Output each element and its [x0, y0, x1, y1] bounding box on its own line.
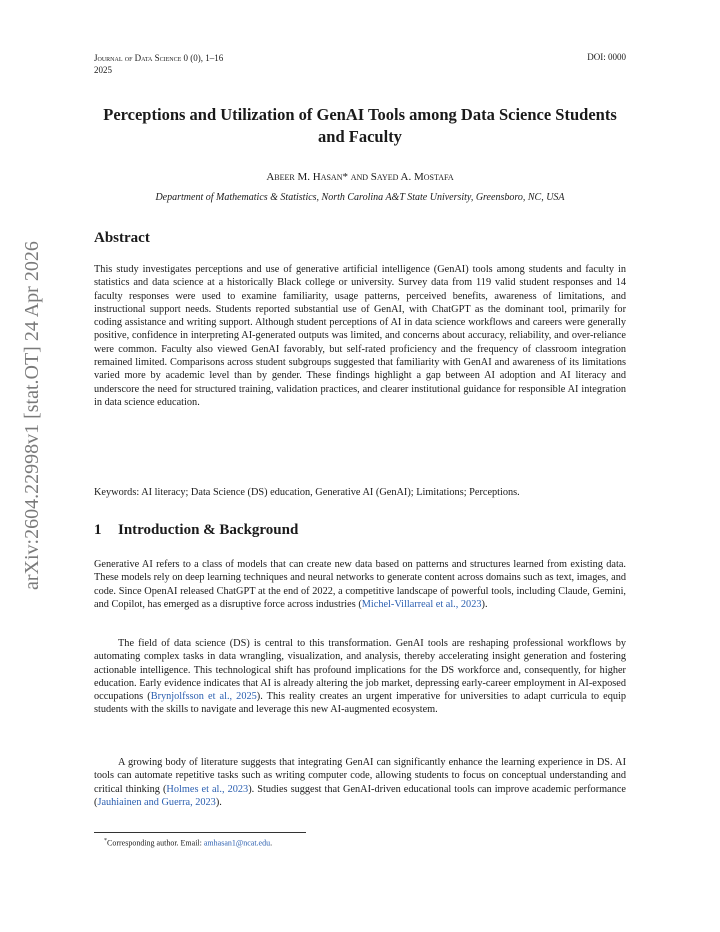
journal-name: Journal of Data Science: [94, 53, 182, 63]
intro-paragraph-2: [94, 637, 626, 717]
running-header-doi: DOI: 0000: [587, 52, 626, 62]
arxiv-stamp: arXiv:2604.22998v1 [stat.OT] 24 Apr 2026: [21, 241, 43, 590]
intro-p1-end: ).: [481, 598, 488, 610]
journal-volume: 0 (0), 1–16: [181, 53, 224, 63]
intro-p2-text: The field of data science (DS) is central to this transformation. GenAI tools are reshaping professional workflows by automating complex tasks in data wrangling, visualization, and analysis, thereby accelerating insight generation and fostering actionable intelligence. This technological shift has profound implications for the DS workforce and, consequently, for higher education. Early evidence indicates that AI is already altering the job market, depressing early-career employment in AI-exposed occupations (: [94, 638, 626, 703]
footnote: [104, 838, 272, 848]
journal-year: 2025: [94, 65, 112, 75]
abstract-body: This study investigates perceptions and use of generative artificial intelligence (GenAI) tools among students and faculty in statistics and data science at a historically Black college or university. Survey data from 119 valid student responses and 14 faculty responses were used to examine familiarity, usage patterns, perceived benefits, awareness of limitations, and instructional support needs. Students reported substantial use of GenAI, with ChatGPT as the dominant tool, primarily for coding assistance and writing support. Although student perceptions of AI in data science workflows and careers were generally positive, confidence in interpreting AI-generated outputs was limited, and concerns about accuracy, reliability, and over-reliance were common. Faculty also viewed GenAI favorably, but self-rated proficiency and the frequency of classroom integration remained limited. Comparisons across student subgroups suggested that familiarity with GenAI and awareness of its limitations varied more by academic level than by gender. These findings highlight a gap between AI adoption and AI literacy and underscore the need for structured training, validation practices, and clearer institutional guidance for responsible AI integration in data science education.: [94, 264, 626, 408]
intro-p3-text: A growing body of literature suggests that integrating GenAI can significantly enhance the learning experience in DS. AI tools can automate repetitive tasks such as writing computer code, allowing students to focus on conceptual understanding and critical thinking (: [94, 757, 626, 795]
abstract-heading: Abstract: [94, 230, 150, 246]
running-header-journal: [94, 52, 223, 76]
citation-link[interactable]: Brynjolfsson et al., 2025: [150, 691, 257, 703]
intro-paragraph-1: [94, 558, 626, 611]
author-list: Abeer M. Hasan* and Sayed A. Mostafa: [266, 171, 454, 183]
section-title: Introduction & Background: [118, 522, 299, 538]
intro-p1-text: Generative AI refers to a class of models that can create new data based on patterns and structures learned from existing data. These models rely on deep learning techniques and neural networks to generate content across domains such as text, images, and code. Since OpenAI released ChatGPT at the end of 2022, a competitive landscape of powerful tools, including Claude, Gemini, and Copilot, has emerged as a disruptive force across industries (: [94, 559, 626, 610]
footnote-rule: [94, 832, 306, 833]
email-link[interactable]: amhasan1@ncat.edu: [203, 838, 271, 848]
affiliation: Department of Mathematics & Statistics, North Carolina A&T State University, Greensboro, NC, USA: [155, 192, 565, 203]
paper-title: Perceptions and Utilization of GenAI Tools among Data Science Students and Faculty: [103, 105, 617, 146]
footnote-end: .: [270, 838, 273, 848]
footnote-text: Corresponding author. Email:: [107, 838, 204, 848]
citation-link[interactable]: Holmes et al., 2023: [166, 783, 249, 795]
intro-paragraph-3: [94, 756, 626, 809]
citation-link[interactable]: Jauhiainen and Guerra, 2023: [97, 796, 216, 808]
intro-p2-end: ). This reality creates an urgent imperative for universities to adapt curricula to equip students with the skills to navigate and leverage this new AI-augmented ecosystem.: [94, 691, 627, 716]
section-number: 1: [94, 522, 102, 538]
intro-p3-mid: ). Studies suggest that GenAI-driven educational tools can improve academic performance (: [94, 783, 626, 808]
keywords: Keywords: AI literacy; Data Science (DS) education, Generative AI (GenAI); Limitations; Perceptions.: [94, 487, 520, 498]
intro-p3-end: ).: [215, 796, 222, 808]
footnote-mark: *: [104, 838, 107, 844]
citation-link[interactable]: Michel-Villarreal et al., 2023: [361, 598, 482, 610]
section-heading: [94, 522, 298, 539]
